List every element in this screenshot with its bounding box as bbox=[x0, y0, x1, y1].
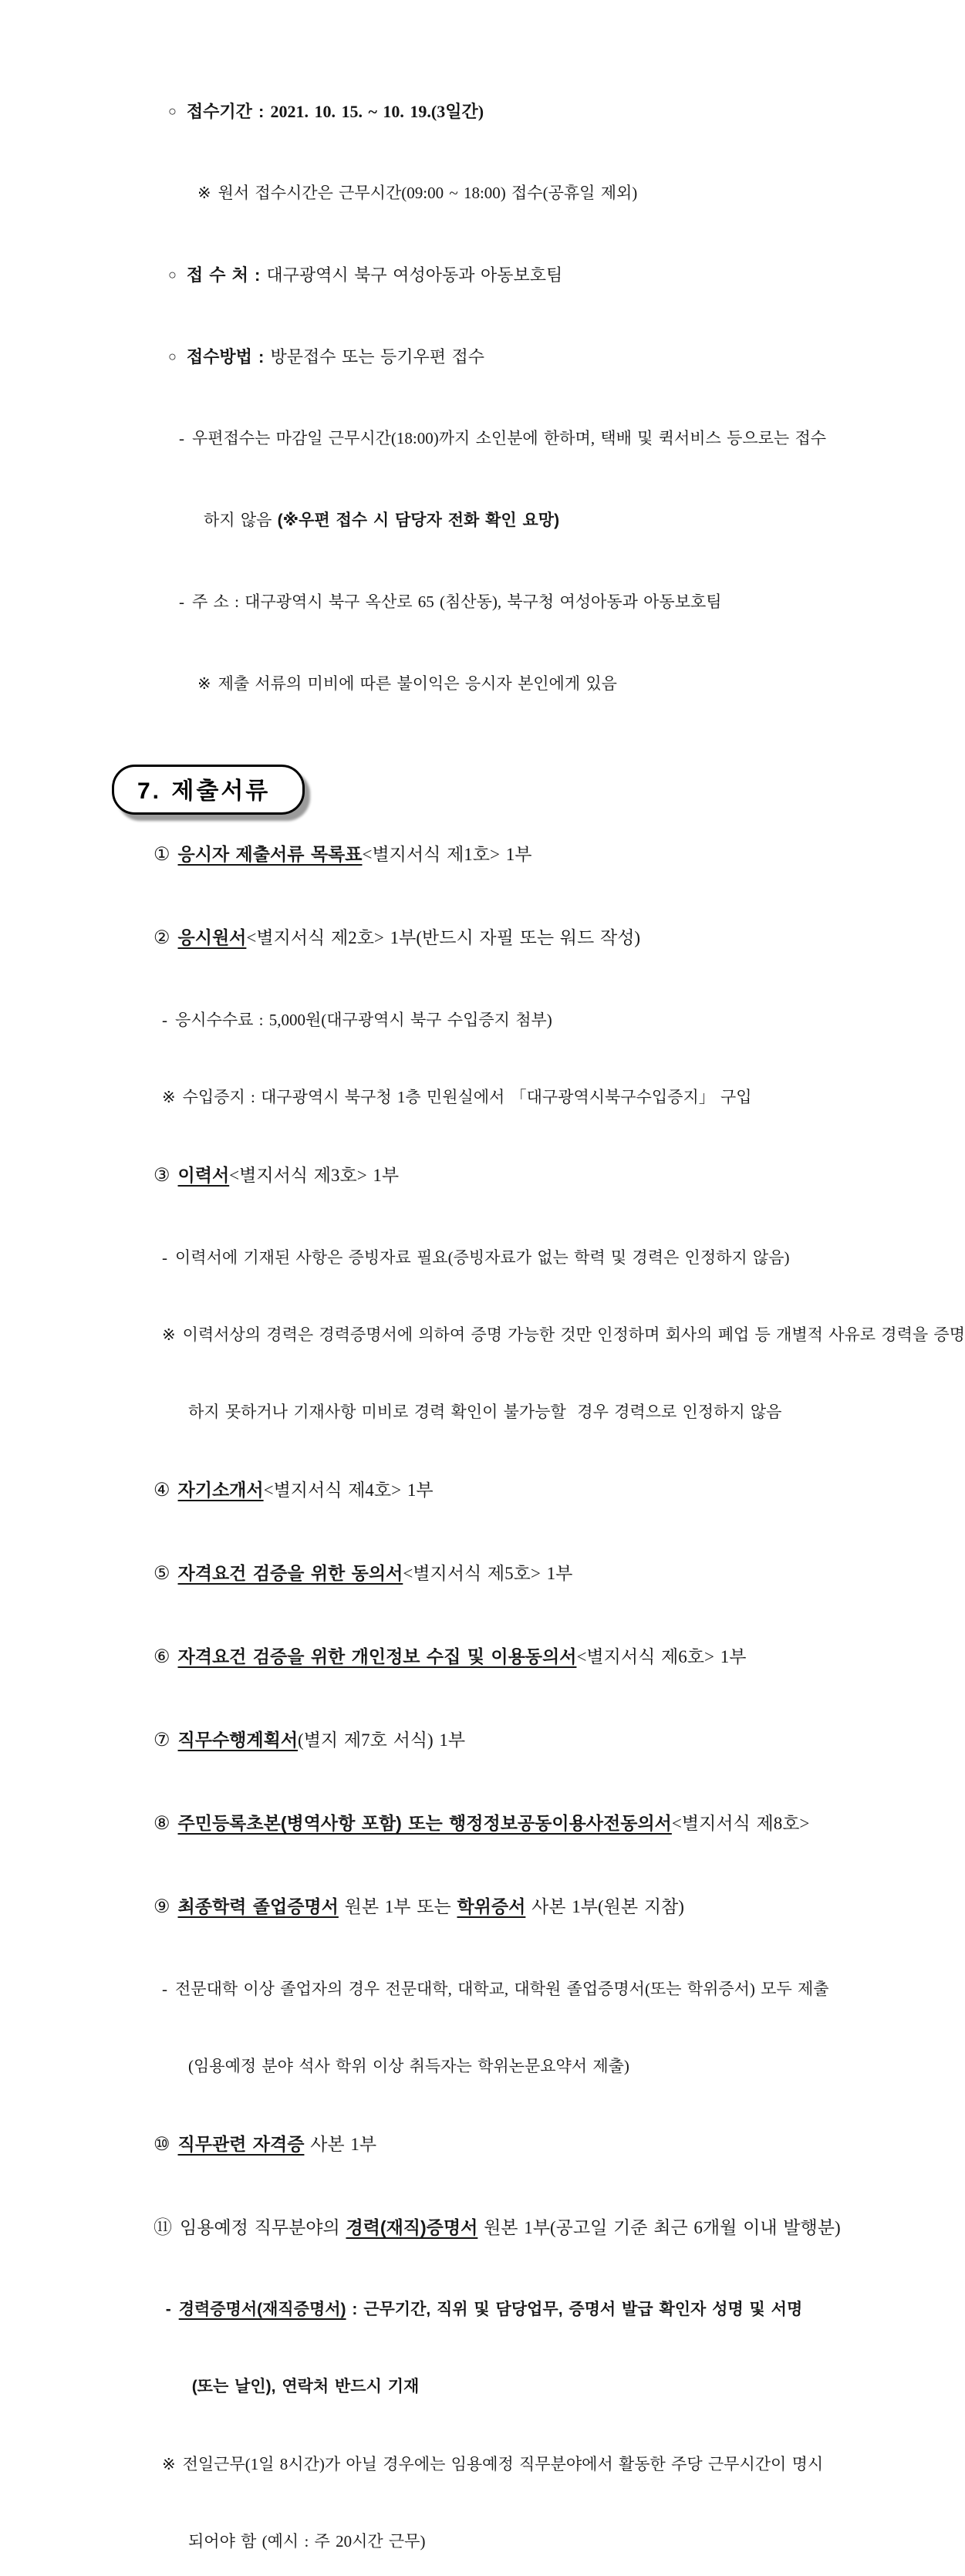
reception-method-value: 방문접수 또는 등기우편 접수 bbox=[270, 347, 484, 366]
doc-item-3-sub-2 bbox=[0, 1300, 965, 1369]
sub-text: 이력서에 기재된 사항은 증빙자료 필요(증빙자료가 없는 학력 및 경력은 인정하지 않음) bbox=[175, 1248, 790, 1267]
doc-title: 주민등록초본(병역사항 포함) 또는 행정정보공동이용사전동의서 bbox=[177, 1813, 672, 1833]
item-number: ⑦ bbox=[154, 1730, 170, 1751]
doc-title: 최종학력 졸업증명서 bbox=[177, 1896, 339, 1916]
sub-text-continuation: (임용예정 분야 석사 학위 이상 취득자는 학위논문요약서 제출) bbox=[188, 2057, 629, 2075]
doc-item-5 bbox=[0, 1538, 936, 1610]
doc-item-2-sub-1 bbox=[0, 985, 936, 1055]
doc-title: 자격요건 검증을 위한 동의서 bbox=[177, 1563, 403, 1583]
sub-text: 이력서상의 경력은 경력증명서에 의하여 증명 가능한 것만 인정하며 회사의 폐업 등 개별적 사유로 경력을 증명 bbox=[182, 1325, 965, 1344]
doc-rest: <별지서식 제3호> 1부 bbox=[229, 1166, 400, 1185]
deficiency-note-line bbox=[0, 648, 936, 720]
doc-rest: <별지서식 제4호> 1부 bbox=[263, 1480, 434, 1500]
item-number: ① bbox=[154, 845, 170, 865]
reception-period-label: 접수기간 bbox=[186, 102, 252, 121]
dash-bullet-icon: - bbox=[162, 1011, 167, 1029]
doc-rest: <별지서식 제2호> 1부(반드시 자필 또는 워드 작성) bbox=[246, 928, 641, 947]
item-number: ⑧ bbox=[154, 1814, 170, 1834]
mail-note-text2-normal: 하지 않음 bbox=[204, 511, 278, 529]
sub-bold-title: 경력증명서(재직증명서) bbox=[178, 2301, 346, 2318]
doc-mid: 원본 1부 또는 bbox=[338, 1897, 457, 1916]
doc-rest: 사본 1부 bbox=[304, 2135, 377, 2154]
item-number: ③ bbox=[154, 1166, 170, 1186]
address-line bbox=[0, 566, 936, 638]
dash-bullet-icon: - bbox=[165, 2301, 171, 2318]
doc-item-11-sub-2 bbox=[0, 2429, 936, 2499]
dash-bullet-icon: - bbox=[162, 1980, 167, 1998]
reference-mark-icon: ※ bbox=[162, 2455, 176, 2473]
reference-mark-icon: ※ bbox=[162, 1088, 176, 1106]
reception-time-note-line bbox=[0, 157, 936, 229]
doc-title: 이력서 bbox=[177, 1165, 230, 1185]
doc-item-2-sub-2 bbox=[0, 1062, 936, 1132]
doc-item-10 bbox=[0, 2108, 936, 2181]
item-number: ② bbox=[154, 928, 170, 948]
doc-item-9-sub-1-cont bbox=[0, 2031, 936, 2101]
doc-rest: <별지서식 제5호> 1부 bbox=[403, 1564, 573, 1583]
reception-time-note-text: 원서 접수시간은 근무시간(09:00 ~ 18:00) 접수(공휴일 제외) bbox=[218, 184, 638, 202]
label-separator: : bbox=[248, 265, 267, 285]
doc-item-9-sub-1 bbox=[0, 1954, 936, 2024]
doc-title-2: 학위증서 bbox=[457, 1896, 526, 1916]
doc-item-3-sub-2-cont bbox=[0, 1377, 936, 1447]
item-number: ⑪ bbox=[154, 2218, 172, 2238]
reference-mark-icon: ※ bbox=[197, 184, 211, 202]
sub-text: 수입증지 : 대구광역시 북구청 1층 민원실에서 「대구광역시북구수입증지」 구입 bbox=[182, 1088, 752, 1106]
sub-bold-continuation: (또는 날인), 연락처 반드시 기재 bbox=[191, 2378, 420, 2395]
reception-method-label: 접수방법 bbox=[186, 347, 252, 366]
doc-item-7 bbox=[0, 1704, 936, 1777]
sub-text: 응시수수료 : 5,000원(대구광역시 북구 수입증지 첨부) bbox=[175, 1011, 552, 1029]
reception-method-line bbox=[0, 321, 936, 393]
doc-title: 직무관련 자격증 bbox=[177, 2134, 305, 2154]
circle-bullet-icon: ○ bbox=[168, 267, 177, 282]
item-number: ⑥ bbox=[154, 1647, 170, 1667]
submission-documents-list bbox=[0, 819, 965, 2576]
doc-rest: <별지서식 제6호> 1부 bbox=[576, 1647, 747, 1666]
doc-rest: <별지서식 제1호> 1부 bbox=[362, 845, 532, 864]
circle-bullet-icon: ○ bbox=[168, 103, 177, 119]
doc-title: 자격요건 검증을 위한 개인정보 수집 및 이용동의서 bbox=[177, 1646, 577, 1666]
sub-bold-rest: : 근무기간, 직위 및 담당업무, 증명서 발급 확인자 성명 및 서명 bbox=[346, 2301, 803, 2318]
item-number: ⑤ bbox=[154, 1564, 170, 1584]
doc-item-3 bbox=[0, 1139, 936, 1212]
item-number: ④ bbox=[154, 1480, 170, 1501]
label-separator: : bbox=[251, 347, 271, 366]
circle-bullet-icon: ○ bbox=[168, 349, 177, 364]
doc-item-3-sub-1 bbox=[0, 1223, 936, 1292]
reference-mark-icon: ※ bbox=[162, 1325, 176, 1344]
doc-rest: 원본 1부(공고일 기준 최근 6개월 이내 발행분) bbox=[477, 2218, 841, 2237]
doc-item-11-sub-1 bbox=[0, 2275, 936, 2345]
doc-item-11-sub-2-cont bbox=[0, 2507, 936, 2576]
doc-rest: 사본 1부(원본 지참) bbox=[525, 1897, 684, 1916]
doc-item-1 bbox=[0, 819, 936, 891]
mail-note-line1 bbox=[0, 403, 936, 474]
reception-place-value: 대구광역시 북구 여성아동과 아동보호팀 bbox=[266, 265, 563, 285]
doc-item-11 bbox=[0, 2192, 936, 2264]
item-number: ⑨ bbox=[154, 1897, 170, 1917]
reception-period-line bbox=[0, 76, 936, 147]
reception-place-line bbox=[0, 239, 936, 311]
deficiency-note-text: 제출 서류의 미비에 따른 불이익은 응시자 본인에게 있음 bbox=[218, 674, 617, 693]
sub-text-continuation: 하지 못하거나 기재사항 미비로 경력 확인이 불가능할 경우 경력으로 인정하지 않음 bbox=[188, 1403, 782, 1421]
label-separator: : bbox=[251, 102, 271, 121]
doc-title: 자기소개서 bbox=[177, 1480, 264, 1500]
item-number: ⑩ bbox=[154, 2135, 170, 2155]
doc-item-8 bbox=[0, 1788, 936, 1860]
reference-mark-icon: ※ bbox=[197, 674, 211, 693]
mail-note-line2 bbox=[0, 484, 936, 556]
doc-title: 응시원서 bbox=[177, 927, 247, 947]
sub-text: 전일근무(1일 8시간)가 아닐 경우에는 임용예정 직무분야에서 활동한 주당 근무시간이 명시 bbox=[182, 2455, 824, 2473]
application-info-section bbox=[0, 76, 936, 720]
doc-title: 직무수행계획서 bbox=[177, 1730, 299, 1750]
mail-note-text1: 우편접수는 마감일 근무시간(18:00)까지 소인분에 한하며, 택배 및 퀵서비스 등으로는 접수 bbox=[192, 429, 827, 447]
doc-item-4 bbox=[0, 1454, 936, 1527]
doc-item-9 bbox=[0, 1871, 936, 1943]
reception-place-label: 접 수 처 bbox=[186, 265, 248, 285]
doc-item-11-sub-1-cont bbox=[0, 2352, 936, 2422]
doc-rest: (별지 제7호 서식) 1부 bbox=[298, 1730, 466, 1750]
reception-period-value: 2021. 10. 15. ~ 10. 19.(3일간) bbox=[270, 102, 484, 121]
sub-text-continuation: 되어야 함 (예시 : 주 20시간 근무) bbox=[188, 2532, 426, 2551]
dash-bullet-icon: - bbox=[179, 593, 184, 611]
mail-note-text2-bold: (※우편 접수 시 담당자 전화 확인 요망) bbox=[277, 511, 560, 529]
doc-title: 경력(재직)증명서 bbox=[346, 2217, 478, 2237]
section-header bbox=[112, 765, 936, 806]
doc-prefix: 임용예정 직무분야의 bbox=[180, 2218, 346, 2237]
dash-bullet-icon: - bbox=[162, 1248, 167, 1267]
doc-rest: <별지서식 제8호> bbox=[671, 1814, 810, 1833]
address-text: 주 소 : 대구광역시 북구 옥산로 65 (침산동), 북구청 여성아동과 아동보호팀 bbox=[192, 593, 722, 611]
doc-item-6 bbox=[0, 1621, 936, 1693]
doc-title: 응시자 제출서류 목록표 bbox=[177, 844, 363, 864]
dash-bullet-icon: - bbox=[179, 429, 184, 447]
sub-text: 전문대학 이상 졸업자의 경우 전문대학, 대학교, 대학원 졸업증명서(또는 학위증서) 모두 제출 bbox=[175, 1980, 829, 1998]
section-title-badge: 7. 제출서류 bbox=[112, 765, 305, 815]
doc-item-2 bbox=[0, 902, 936, 974]
